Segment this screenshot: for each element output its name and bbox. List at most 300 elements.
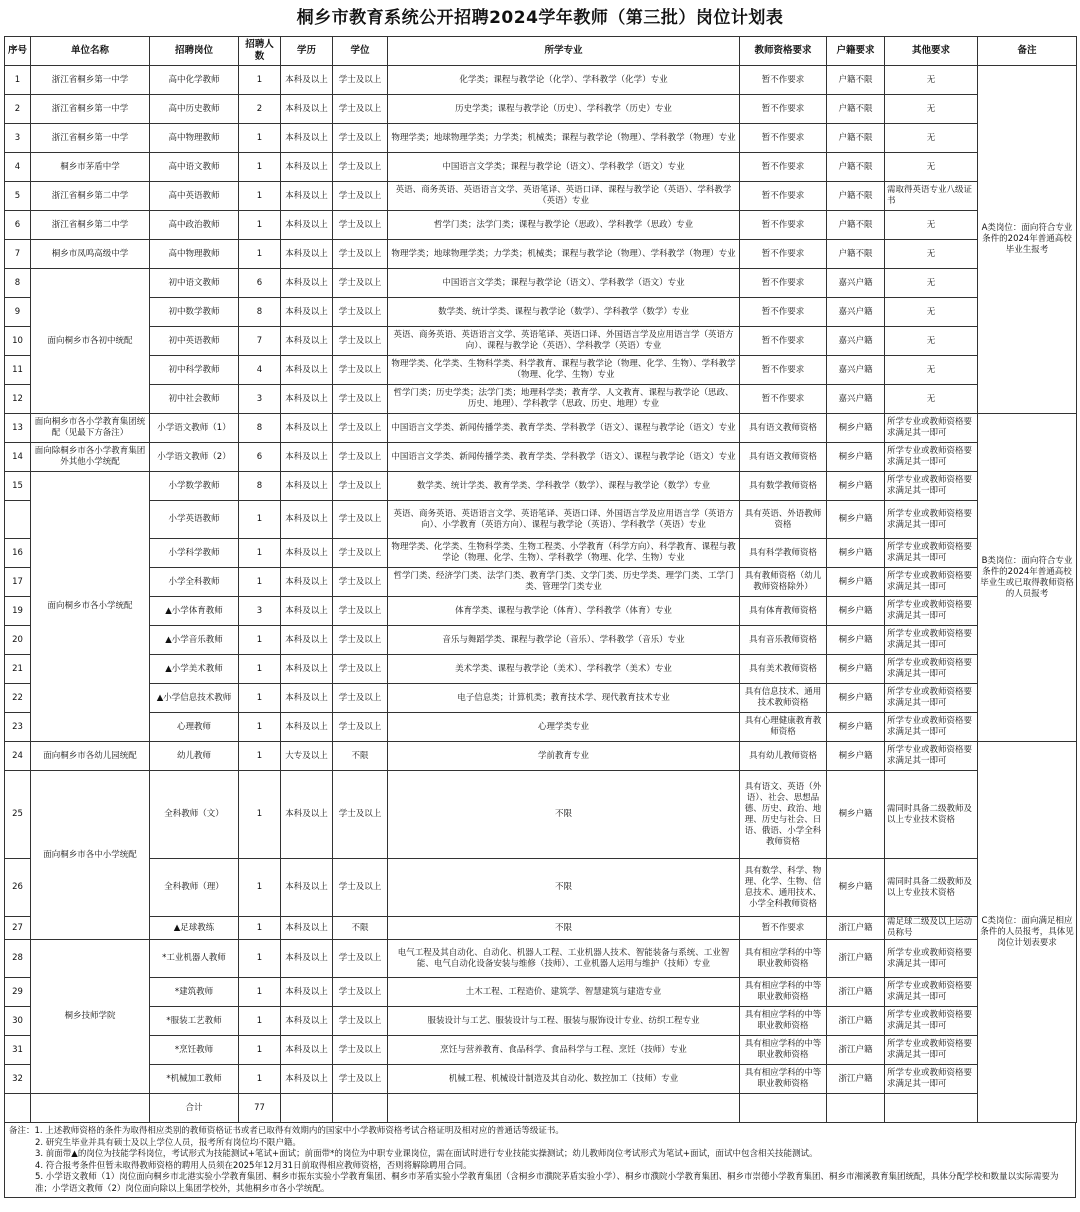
degree: 学士及以上 — [333, 269, 388, 298]
other-requirements: 所学专业或教师资格要求满足其一即可 — [885, 713, 978, 742]
hukou: 嘉兴户籍 — [827, 385, 885, 414]
footnote-line: 2. 研究生毕业并具有硕士及以上学位人员，报考所有岗位均不限户籍。 — [35, 1137, 301, 1148]
hire-count: 6 — [239, 443, 281, 472]
hire-count: 7 — [239, 327, 281, 356]
degree: 学士及以上 — [333, 978, 388, 1007]
unit-name: 面向桐乡市各小学教育集团统配（见最下方备注） — [31, 414, 150, 443]
hire-count: 1 — [239, 940, 281, 978]
hire-count: 1 — [239, 1007, 281, 1036]
table-body — [5, 66, 1077, 1123]
hire-count: 1 — [239, 1036, 281, 1065]
major: 哲学门类；历史学类；法学门类；地理科学类；教育学、人文教育、课程与教学论（思政、历史、地理）、学科教学（思政、历史、地理）专业 — [388, 385, 740, 414]
qualification: 暂不作要求 — [740, 269, 827, 298]
footnote-line: 3. 前面带▲的岗位为技能学科岗位，考试形式为技能测试+笔试+面试；前面带*的岗位为中职专业课岗位，需在面试时进行专业技能实操测试；幼儿教师岗位考试形式为笔试+面试，面试中包含相关技能测试。 — [35, 1149, 818, 1159]
other-requirements: 无 — [885, 269, 978, 298]
row-number: 4 — [5, 153, 31, 182]
education: 本科及以上 — [281, 1065, 333, 1094]
education: 本科及以上 — [281, 298, 333, 327]
hukou: 桐乡户籍 — [827, 684, 885, 713]
header-cell: 所学专业 — [388, 37, 740, 66]
major: 物理学类、化学类、生物科学类、生物工程类、小学教育（科学方向）、科学教育、课程与教学论（物理、化学、生物）、学科教学（物理、化学、生物）专业 — [388, 539, 740, 568]
table-row — [5, 771, 1077, 859]
header-cell: 教师资格要求 — [740, 37, 827, 66]
other-requirements: 所学专业或教师资格要求满足其一即可 — [885, 597, 978, 626]
major: 心理学类专业 — [388, 713, 740, 742]
qualification: 具有心理健康教育教师资格 — [740, 713, 827, 742]
major: 物理学类；地球物理学类；力学类；机械类；课程与教学论（物理）、学科教学（物理）专业 — [388, 240, 740, 269]
degree: 学士及以上 — [333, 66, 388, 95]
unit-name: 浙江省桐乡第一中学 — [31, 66, 150, 95]
hire-count: 4 — [239, 356, 281, 385]
education: 本科及以上 — [281, 713, 333, 742]
table-row — [5, 655, 1077, 684]
education: 本科及以上 — [281, 211, 333, 240]
header-cell: 户籍要求 — [827, 37, 885, 66]
other-requirements: 无 — [885, 211, 978, 240]
qualification: 具有音乐教师资格 — [740, 626, 827, 655]
hukou: 桐乡户籍 — [827, 568, 885, 597]
row-number: 31 — [5, 1036, 31, 1065]
qualification: 具有体育教师资格 — [740, 597, 827, 626]
hire-count: 3 — [239, 597, 281, 626]
row-number: 16 — [5, 539, 31, 568]
other-requirements: 无 — [885, 356, 978, 385]
table-row — [5, 713, 1077, 742]
post-name: 高中语文教师 — [150, 153, 239, 182]
other-requirements: 无 — [885, 385, 978, 414]
other-requirements: 所学专业或教师资格要求满足其一即可 — [885, 655, 978, 684]
other-requirements: 无 — [885, 124, 978, 153]
qualification: 具有数学教师资格 — [740, 472, 827, 501]
major: 哲学门类、经济学门类、法学门类、教育学门类、文学门类、历史学类、理学门类、工学门类、管理学门类专业 — [388, 568, 740, 597]
hukou: 浙江户籍 — [827, 1036, 885, 1065]
header-cell: 备注 — [978, 37, 1077, 66]
hire-count: 1 — [239, 182, 281, 211]
table-row — [5, 385, 1077, 414]
major: 体育学类、课程与教学论（体育）、学科教学（体育）专业 — [388, 597, 740, 626]
post-name: 全科教师（理） — [150, 859, 239, 917]
hire-count: 1 — [239, 684, 281, 713]
unit-name: 面向除桐乡市各小学教育集团外其他小学统配 — [31, 443, 150, 472]
footnote-line: 5. 小学语文教师（1）岗位面向桐乡市北港实验小学教育集团、桐乡市振东实验小学教育集团、桐乡市茅盾实验小学教育集团（含桐乡市濮院茅盾实验小学）、桐乡市濮院小学教育集团、桐乡市崇德小学教育集团、桐乡市湘溪教育集团统配，具体分配学校和数量以实际需要为准；小学语文教师（2）岗位面向除以上集团学校外，其他桐乡市各小学统配。 — [35, 1172, 1059, 1194]
unit-name: 面向桐乡市各中小学统配 — [31, 771, 150, 940]
major: 烹饪与营养教育、食品科学、食品科学与工程、烹饪（技师）专业 — [388, 1036, 740, 1065]
other-requirements: 无 — [885, 240, 978, 269]
table-row — [5, 240, 1077, 269]
post-name: 高中政治教师 — [150, 211, 239, 240]
total-empty-cell — [740, 1094, 827, 1123]
row-number: 26 — [5, 859, 31, 917]
hire-count: 1 — [239, 626, 281, 655]
row-number: 1 — [5, 66, 31, 95]
table-row — [5, 539, 1077, 568]
row-number: 7 — [5, 240, 31, 269]
recruitment-table — [4, 36, 1077, 1123]
degree: 学士及以上 — [333, 414, 388, 443]
header-cell: 序号 — [5, 37, 31, 66]
major: 土木工程、工程造价、建筑学、智慧建筑与建造专业 — [388, 978, 740, 1007]
row-number: 19 — [5, 597, 31, 626]
hukou: 桐乡户籍 — [827, 859, 885, 917]
education: 本科及以上 — [281, 66, 333, 95]
post-name: 高中化学教师 — [150, 66, 239, 95]
major: 学前教育专业 — [388, 742, 740, 771]
degree: 学士及以上 — [333, 182, 388, 211]
row-number: 8 — [5, 269, 31, 298]
education: 本科及以上 — [281, 1036, 333, 1065]
other-requirements: 需同时具备二级教师及以上专业技术资格 — [885, 771, 978, 859]
hire-count: 1 — [239, 568, 281, 597]
major: 中国语言文学类；课程与教学论（语文）、学科教学（语文）专业 — [388, 269, 740, 298]
other-requirements: 所学专业或教师资格要求满足其一即可 — [885, 501, 978, 539]
post-name: ▲小学体育教师 — [150, 597, 239, 626]
total-empty-cell — [333, 1094, 388, 1123]
qualification: 具有语文教师资格 — [740, 443, 827, 472]
major: 不限 — [388, 859, 740, 917]
hire-count: 1 — [239, 859, 281, 917]
hukou: 浙江户籍 — [827, 940, 885, 978]
unit-name: 浙江省桐乡第二中学 — [31, 211, 150, 240]
qualification: 暂不作要求 — [740, 917, 827, 940]
major: 电子信息类；计算机类；教育技术学、现代教育技术专业 — [388, 684, 740, 713]
major: 物理学类；地球物理学类；力学类；机械类；课程与教学论（物理）、学科教学（物理）专业 — [388, 124, 740, 153]
degree: 学士及以上 — [333, 655, 388, 684]
hukou: 浙江户籍 — [827, 1065, 885, 1094]
education: 本科及以上 — [281, 269, 333, 298]
qualification: 具有相应学科的中等职业教师资格 — [740, 1065, 827, 1094]
table-row — [5, 1065, 1077, 1094]
education: 本科及以上 — [281, 655, 333, 684]
degree: 学士及以上 — [333, 1036, 388, 1065]
hire-count: 8 — [239, 298, 281, 327]
other-requirements: 需同时具备二级教师及以上专业技术资格 — [885, 859, 978, 917]
qualification: 具有语文、英语（外语）、社会、思想品德、历史、政治、地理、历史与社会、日语、俄语、小学全科教师资格 — [740, 771, 827, 859]
qualification: 具有相应学科的中等职业教师资格 — [740, 978, 827, 1007]
qualification: 暂不作要求 — [740, 95, 827, 124]
education: 本科及以上 — [281, 385, 333, 414]
qualification: 暂不作要求 — [740, 327, 827, 356]
education: 本科及以上 — [281, 240, 333, 269]
education: 本科及以上 — [281, 684, 333, 713]
row-number: 11 — [5, 356, 31, 385]
header-cell: 学历 — [281, 37, 333, 66]
hukou: 桐乡户籍 — [827, 713, 885, 742]
qualification: 暂不作要求 — [740, 356, 827, 385]
education: 本科及以上 — [281, 443, 333, 472]
education: 本科及以上 — [281, 1007, 333, 1036]
education: 本科及以上 — [281, 124, 333, 153]
post-name: 小学英语教师 — [150, 501, 239, 539]
qualification: 暂不作要求 — [740, 153, 827, 182]
qualification: 暂不作要求 — [740, 66, 827, 95]
hukou: 桐乡户籍 — [827, 539, 885, 568]
post-name: 小学全科教师 — [150, 568, 239, 597]
other-requirements: 所学专业或教师资格要求满足其一即可 — [885, 1065, 978, 1094]
post-name: 初中数学教师 — [150, 298, 239, 327]
degree: 学士及以上 — [333, 626, 388, 655]
other-requirements: 需足球二级及以上运动员称号 — [885, 917, 978, 940]
table-row — [5, 568, 1077, 597]
row-number: 22 — [5, 684, 31, 713]
major: 不限 — [388, 917, 740, 940]
other-requirements: 所学专业或教师资格要求满足其一即可 — [885, 443, 978, 472]
row-number: 13 — [5, 414, 31, 443]
education: 本科及以上 — [281, 472, 333, 501]
post-name: 幼儿教师 — [150, 742, 239, 771]
hukou: 户籍不限 — [827, 182, 885, 211]
degree: 学士及以上 — [333, 1007, 388, 1036]
major: 中国语言文学类、新闻传播学类、教育学类、学科教学（语文）、课程与教学论（语文）专业 — [388, 414, 740, 443]
qualification: 具有相应学科的中等职业教师资格 — [740, 940, 827, 978]
hukou: 桐乡户籍 — [827, 655, 885, 684]
row-number: 20 — [5, 626, 31, 655]
qualification: 具有信息技术、通用技术教师资格 — [740, 684, 827, 713]
education: 本科及以上 — [281, 182, 333, 211]
major: 中国语言文学类、新闻传播学类、教育学类、学科教学（语文）、课程与教学论（语文）专业 — [388, 443, 740, 472]
education: 本科及以上 — [281, 771, 333, 859]
hukou: 桐乡户籍 — [827, 414, 885, 443]
table-row — [5, 940, 1077, 978]
hire-count: 1 — [239, 66, 281, 95]
hire-count: 1 — [239, 501, 281, 539]
other-requirements: 所学专业或教师资格要求满足其一即可 — [885, 568, 978, 597]
row-number: 27 — [5, 917, 31, 940]
footnote-line: 备注：1. 上述教师资格的条件为取得相应类别的教师资格证书或者已取得有效期内的国家中小学教师资格考试合格证明及相对应的普通话等级证书。 — [9, 1126, 564, 1136]
other-requirements: 所学专业或教师资格要求满足其一即可 — [885, 626, 978, 655]
row-number: 17 — [5, 568, 31, 597]
hire-count: 1 — [239, 124, 281, 153]
degree: 学士及以上 — [333, 211, 388, 240]
major: 数学类、统计学类、课程与教学论（数学）、学科教学（数学）专业 — [388, 298, 740, 327]
post-name: 心理教师 — [150, 713, 239, 742]
other-requirements: 所学专业或教师资格要求满足其一即可 — [885, 978, 978, 1007]
qualification: 暂不作要求 — [740, 124, 827, 153]
degree: 学士及以上 — [333, 385, 388, 414]
table-row — [5, 626, 1077, 655]
hire-count: 3 — [239, 385, 281, 414]
table-row — [5, 182, 1077, 211]
major: 服装设计与工艺、服装设计与工程、服装与服饰设计专业、纺织工程专业 — [388, 1007, 740, 1036]
row-number: 3 — [5, 124, 31, 153]
total-empty-cell — [31, 1094, 150, 1123]
row-number: 28 — [5, 940, 31, 978]
hukou: 桐乡户籍 — [827, 771, 885, 859]
post-name: ▲小学信息技术教师 — [150, 684, 239, 713]
qualification: 具有美术教师资格 — [740, 655, 827, 684]
qualification: 具有语文教师资格 — [740, 414, 827, 443]
table-row — [5, 95, 1077, 124]
total-empty-cell — [5, 1094, 31, 1123]
qualification: 具有相应学科的中等职业教师资格 — [740, 1036, 827, 1065]
hire-count: 1 — [239, 978, 281, 1007]
table-row — [5, 153, 1077, 182]
row-number: 29 — [5, 978, 31, 1007]
degree: 学士及以上 — [333, 95, 388, 124]
major: 哲学门类；法学门类；课程与教学论（思政）、学科教学（思政）专业 — [388, 211, 740, 240]
hukou: 户籍不限 — [827, 211, 885, 240]
post-name: 小学语文教师（1） — [150, 414, 239, 443]
other-requirements: 所学专业或教师资格要求满足其一即可 — [885, 1007, 978, 1036]
post-name: 高中物理教师 — [150, 240, 239, 269]
major: 电气工程及其自动化、自动化、机器人工程、工业机器人技术、智能装备与系统、工业智能、电气自动化设备安装与维修（技师）、工业机器人运用与维护（技师）专业 — [388, 940, 740, 978]
qualification: 具有幼儿教师资格 — [740, 742, 827, 771]
table-row — [5, 1007, 1077, 1036]
table-row — [5, 1036, 1077, 1065]
qualification: 暂不作要求 — [740, 182, 827, 211]
remark-cell: C类岗位：面向满足相应条件的人员报考，具体见岗位计划表要求 — [978, 742, 1077, 1123]
qualification: 具有相应学科的中等职业教师资格 — [740, 1007, 827, 1036]
post-name: *服装工艺教师 — [150, 1007, 239, 1036]
other-requirements: 无 — [885, 95, 978, 124]
hukou: 桐乡户籍 — [827, 501, 885, 539]
total-value: 77 — [239, 1094, 281, 1123]
footnotes — [4, 1123, 1076, 1198]
table-row — [5, 443, 1077, 472]
table-row — [5, 742, 1077, 771]
qualification: 具有教师资格（幼儿教师资格除外） — [740, 568, 827, 597]
education: 本科及以上 — [281, 95, 333, 124]
hukou: 桐乡户籍 — [827, 472, 885, 501]
major: 美术学类、课程与教学论（美术）、学科教学（美术）专业 — [388, 655, 740, 684]
degree: 学士及以上 — [333, 940, 388, 978]
degree: 学士及以上 — [333, 597, 388, 626]
other-requirements: 所学专业或教师资格要求满足其一即可 — [885, 742, 978, 771]
hukou: 户籍不限 — [827, 240, 885, 269]
degree: 学士及以上 — [333, 356, 388, 385]
hukou: 桐乡户籍 — [827, 742, 885, 771]
table-row — [5, 978, 1077, 1007]
other-requirements: 所学专业或教师资格要求满足其一即可 — [885, 414, 978, 443]
major: 中国语言文学类；课程与教学论（语文）、学科教学（语文）专业 — [388, 153, 740, 182]
unit-name: 桐乡市凤鸣高级中学 — [31, 240, 150, 269]
hukou: 嘉兴户籍 — [827, 356, 885, 385]
other-requirements: 所学专业或教师资格要求满足其一即可 — [885, 472, 978, 501]
row-number: 30 — [5, 1007, 31, 1036]
post-name: 初中英语教师 — [150, 327, 239, 356]
hire-count: 1 — [239, 771, 281, 859]
hire-count: 2 — [239, 95, 281, 124]
degree: 学士及以上 — [333, 684, 388, 713]
qualification: 暂不作要求 — [740, 211, 827, 240]
row-number: 25 — [5, 771, 31, 859]
hukou: 户籍不限 — [827, 95, 885, 124]
major: 英语、商务英语、英语语言文学、英语笔译、英语口译、课程与教学论（英语）、学科教学（英语）专业 — [388, 182, 740, 211]
total-row — [5, 1094, 1077, 1123]
other-requirements: 所学专业或教师资格要求满足其一即可 — [885, 940, 978, 978]
row-number: 9 — [5, 298, 31, 327]
hukou: 嘉兴户籍 — [827, 327, 885, 356]
hire-count: 8 — [239, 414, 281, 443]
other-requirements: 所学专业或教师资格要求满足其一即可 — [885, 539, 978, 568]
header-cell: 单位名称 — [31, 37, 150, 66]
post-name: 小学科学教师 — [150, 539, 239, 568]
table-row — [5, 917, 1077, 940]
hukou: 户籍不限 — [827, 153, 885, 182]
post-name: 高中历史教师 — [150, 95, 239, 124]
hukou: 桐乡户籍 — [827, 443, 885, 472]
education: 本科及以上 — [281, 568, 333, 597]
total-empty-cell — [388, 1094, 740, 1123]
qualification: 具有科学教师资格 — [740, 539, 827, 568]
table-row — [5, 684, 1077, 713]
degree: 学士及以上 — [333, 1065, 388, 1094]
post-name: *机械加工教师 — [150, 1065, 239, 1094]
degree: 学士及以上 — [333, 124, 388, 153]
unit-name: 浙江省桐乡第一中学 — [31, 124, 150, 153]
degree: 学士及以上 — [333, 443, 388, 472]
hire-count: 1 — [239, 917, 281, 940]
hire-count: 1 — [239, 240, 281, 269]
education: 本科及以上 — [281, 978, 333, 1007]
post-name: *建筑教师 — [150, 978, 239, 1007]
degree: 学士及以上 — [333, 771, 388, 859]
education: 本科及以上 — [281, 153, 333, 182]
other-requirements: 无 — [885, 298, 978, 327]
header-cell: 招聘人数 — [239, 37, 281, 66]
other-requirements: 所学专业或教师资格要求满足其一即可 — [885, 1036, 978, 1065]
remark-cell: A类岗位：面向符合专业条件的2024年普通高校毕业生报考 — [978, 66, 1077, 414]
page-title: 桐乡市教育系统公开招聘2024学年教师（第三批）岗位计划表 — [296, 8, 784, 28]
other-requirements: 无 — [885, 153, 978, 182]
post-name: 小学语文教师（2） — [150, 443, 239, 472]
hukou: 户籍不限 — [827, 124, 885, 153]
hukou: 浙江户籍 — [827, 1007, 885, 1036]
post-name: *烹饪教师 — [150, 1036, 239, 1065]
qualification: 暂不作要求 — [740, 385, 827, 414]
row-number: 23 — [5, 713, 31, 742]
education: 本科及以上 — [281, 626, 333, 655]
row-number — [5, 501, 31, 539]
table-row — [5, 211, 1077, 240]
post-name: 高中物理教师 — [150, 124, 239, 153]
table-row — [5, 356, 1077, 385]
unit-name: 桐乡技师学院 — [31, 940, 150, 1094]
row-number: 5 — [5, 182, 31, 211]
degree: 学士及以上 — [333, 859, 388, 917]
education: 本科及以上 — [281, 414, 333, 443]
degree: 学士及以上 — [333, 713, 388, 742]
major: 历史学类；课程与教学论（历史）、学科教学（历史）专业 — [388, 95, 740, 124]
other-requirements: 无 — [885, 327, 978, 356]
total-empty-cell — [885, 1094, 978, 1123]
post-name: ▲小学美术教师 — [150, 655, 239, 684]
unit-name: 浙江省桐乡第一中学 — [31, 95, 150, 124]
total-empty-cell — [827, 1094, 885, 1123]
qualification: 暂不作要求 — [740, 240, 827, 269]
degree: 不限 — [333, 742, 388, 771]
hukou: 桐乡户籍 — [827, 626, 885, 655]
unit-name: 面向桐乡市各初中统配 — [31, 269, 150, 414]
row-number: 2 — [5, 95, 31, 124]
hire-count: 1 — [239, 1065, 281, 1094]
degree: 学士及以上 — [333, 568, 388, 597]
row-number: 21 — [5, 655, 31, 684]
remark-cell: B类岗位：面向符合专业条件的2024年普通高校毕业生或已取得教师资格的人员报考 — [978, 414, 1077, 742]
table-row — [5, 501, 1077, 539]
hire-count: 1 — [239, 713, 281, 742]
hire-count: 1 — [239, 655, 281, 684]
other-requirements: 所学专业或教师资格要求满足其一即可 — [885, 684, 978, 713]
degree: 学士及以上 — [333, 153, 388, 182]
unit-name: 面向桐乡市各小学统配 — [31, 472, 150, 742]
education: 本科及以上 — [281, 859, 333, 917]
hire-count: 1 — [239, 742, 281, 771]
total-label: 合计 — [150, 1094, 239, 1123]
post-name: 初中科学教师 — [150, 356, 239, 385]
hukou: 嘉兴户籍 — [827, 269, 885, 298]
qualification: 具有英语、外语教师资格 — [740, 501, 827, 539]
table-row — [5, 269, 1077, 298]
